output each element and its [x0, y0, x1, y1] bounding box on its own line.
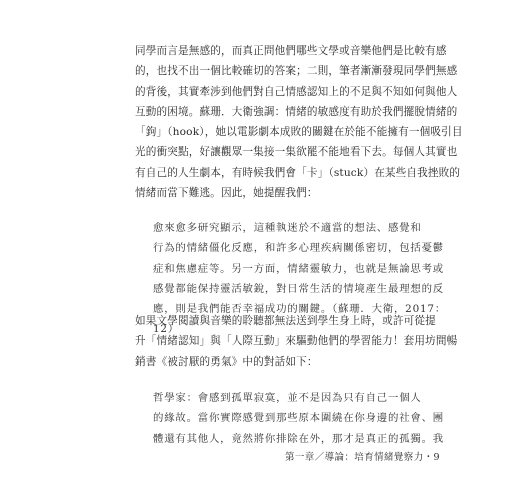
- block-quote-2: [153, 388, 444, 449]
- quote-line: 體還有其他人，竟然將你排除在外，那才是真正的孤獨。我: [153, 432, 444, 445]
- text-line: 有自己的人生劇本，有時候我們會「卡」（stuck）在某些自我挫敗的: [135, 166, 461, 179]
- text-line: 光的衝突點，好讓觀眾一集接一集欲罷不能地看下去。每個人其實也: [135, 146, 458, 159]
- body-paragraph-1: [135, 41, 463, 203]
- running-footer: 第一章／導論：培育情緒覺察力・9: [285, 452, 440, 463]
- quote-line: 12）: [153, 323, 180, 336]
- quote-line: 症和焦慮症等。另一方面，情緒靈敏力，也就是無論思考或: [153, 262, 444, 275]
- text-line: 如果文學閱讀與音樂的聆聽都無法送到學生身上時，或許可從提: [135, 315, 436, 327]
- quote-line: 的緣故。當你實際感覺到那些原本圍繞在你身邊的社會、團: [153, 412, 444, 425]
- text-line: 同學而言是無感的，而真正問他們哪些文學或音樂他們是比較有感: [135, 45, 447, 57]
- text-line: 升「情緒認知」與「人際互動」來驅動他們的學習能力！套用坊間暢: [135, 335, 458, 348]
- quote-line: 哲學家：會感到孤單寂寞，並不是因為只有自己一個人: [153, 392, 422, 404]
- quote-line: 愈來愈多研究顯示，這種執迷於不適當的想法、感覺和: [153, 222, 422, 234]
- text-line: 的，也找不出一個比較確切的答案；二則，筆者漸漸發現同學們無感: [135, 65, 458, 78]
- text-line: 銷書《被討厭的勇氣》中的對話如下：: [135, 355, 318, 368]
- quote-line: 行為的情緒僵化反應，和許多心理疾病關係密切，包括憂鬱: [153, 242, 444, 255]
- body-paragraph-2: [135, 311, 458, 372]
- quote-line: 感覺都能保持靈活敏銳，對日常生活的情境產生最理想的反: [153, 282, 444, 295]
- text-line: 的背後，其實牽涉到他們對自己情感認知上的不足與不知如何與他人: [135, 85, 458, 98]
- text-line: 互動的困境。蘇珊．大衛強調：情緒的敏感度有助於我們擺脫情緒的: [135, 105, 458, 118]
- text-line: 情緒而當下難逃。因此，她提醒我們：: [135, 187, 318, 200]
- quote-line: 應，則是我們能否幸福成功的關鍵。（蘇珊．大衛，2017：: [153, 303, 447, 316]
- text-line: 「鉤」（hook），她以電影劇本成敗的關鍵在於能不能擁有一個吸引目: [135, 126, 463, 139]
